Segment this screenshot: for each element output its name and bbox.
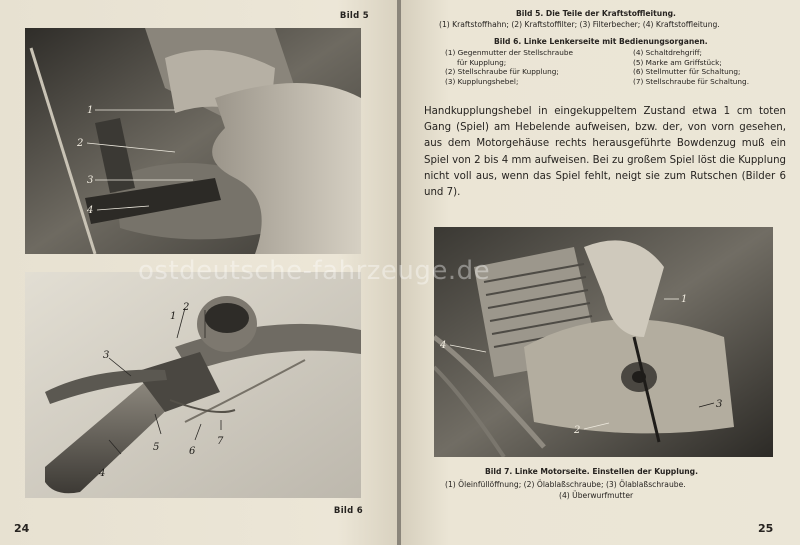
- figure5-callout-1: 1: [87, 105, 94, 116]
- figure6-illustration: [25, 272, 361, 498]
- body-paragraph: Handkupplungshebel in eingekuppeltem Zustand etwa 1 cm toten Gang (Spiel) am Hebelende aufweisen, bzw. der, von vorn gesehen, aus dem Motorgehäuse rechts herausgeführte Bowdenzug muß ein Spiel von 2 bis 4 mm aufweisen. Bei zu großem Spiel löst die Kupplung nicht voll aus, wenn das Spiel fehlt, neigt sie zum Rutschen (Bilder 6 und 7).: [424, 106, 786, 199]
- figure6-callout-4: 4: [99, 468, 106, 479]
- figure6-callout-1: 1: [170, 311, 177, 322]
- figure7-callout-3: 3: [716, 399, 723, 410]
- right-page: [401, 0, 800, 545]
- figure6-callout-6: 6: [189, 446, 196, 457]
- caption6-title: Bild 6. Linke Lenkerseite mit Bedienungsorganen.: [494, 37, 708, 46]
- figure6-callout-7: 7: [217, 436, 224, 447]
- caption5-items: (1) Kraftstoffhahn; (2) Kraftstoffilter; (3) Filterbecher; (4) Kraftstoffleitung.: [439, 20, 720, 29]
- figure5-label: Bild 5: [339, 11, 369, 21]
- figure6-label: Bild 6: [333, 506, 363, 516]
- caption6-item: (4) Schaltdrehgriff;: [633, 48, 703, 57]
- caption6-item: (2) Stellschraube für Kupplung;: [445, 67, 559, 77]
- figure7-photo: [434, 227, 773, 457]
- figure7-callout-1: 1: [681, 294, 688, 305]
- figure5-photo: [25, 28, 361, 254]
- caption6-item: für Kupplung;: [457, 57, 507, 67]
- watermark: ostdeutsche-fahrzeuge.de: [138, 256, 491, 286]
- figure6-callout-2: 2: [183, 302, 190, 313]
- caption7-title: Bild 7. Linke Motorseite. Einstellen der Kupplung.: [485, 467, 698, 476]
- page-number-right: 25: [758, 522, 774, 535]
- figure5-callout-2: 2: [77, 138, 84, 149]
- caption6-item: (6) Stellmutter für Schaltung;: [633, 67, 741, 77]
- figure6-photo: [25, 272, 361, 498]
- caption7-line1: (1) Öleinfüllöffnung; (2) Ölablaßschraube; (3) Ölablaßschraube.: [445, 480, 686, 489]
- page-number-left: 24: [14, 522, 30, 535]
- left-page: [0, 0, 397, 545]
- caption5-title: Bild 5. Die Teile der Kraftstoffleitung.: [516, 9, 676, 18]
- caption6-item: (3) Kupplungshebel;: [445, 76, 519, 86]
- figure7-illustration: [434, 227, 773, 457]
- caption6-item: (5) Marke am Griffstück;: [633, 57, 722, 67]
- figure7-callout-2: 2: [574, 425, 581, 436]
- figure5-callout-3: 3: [87, 175, 94, 186]
- caption6-items: [445, 48, 749, 86]
- caption6-item: (1) Gegenmutter der Stellschraube: [445, 48, 573, 57]
- figure6-callout-5: 5: [153, 442, 160, 453]
- caption7-line2: (4) Überwurfmutter: [559, 491, 634, 500]
- figure5-callout-4: 4: [87, 205, 94, 216]
- figure5-illustration: [25, 28, 361, 254]
- figure7-callout-4: 4: [440, 340, 447, 351]
- caption6-item: (7) Stellschraube für Schaltung.: [633, 76, 750, 86]
- figure6-callout-3: 3: [103, 350, 110, 361]
